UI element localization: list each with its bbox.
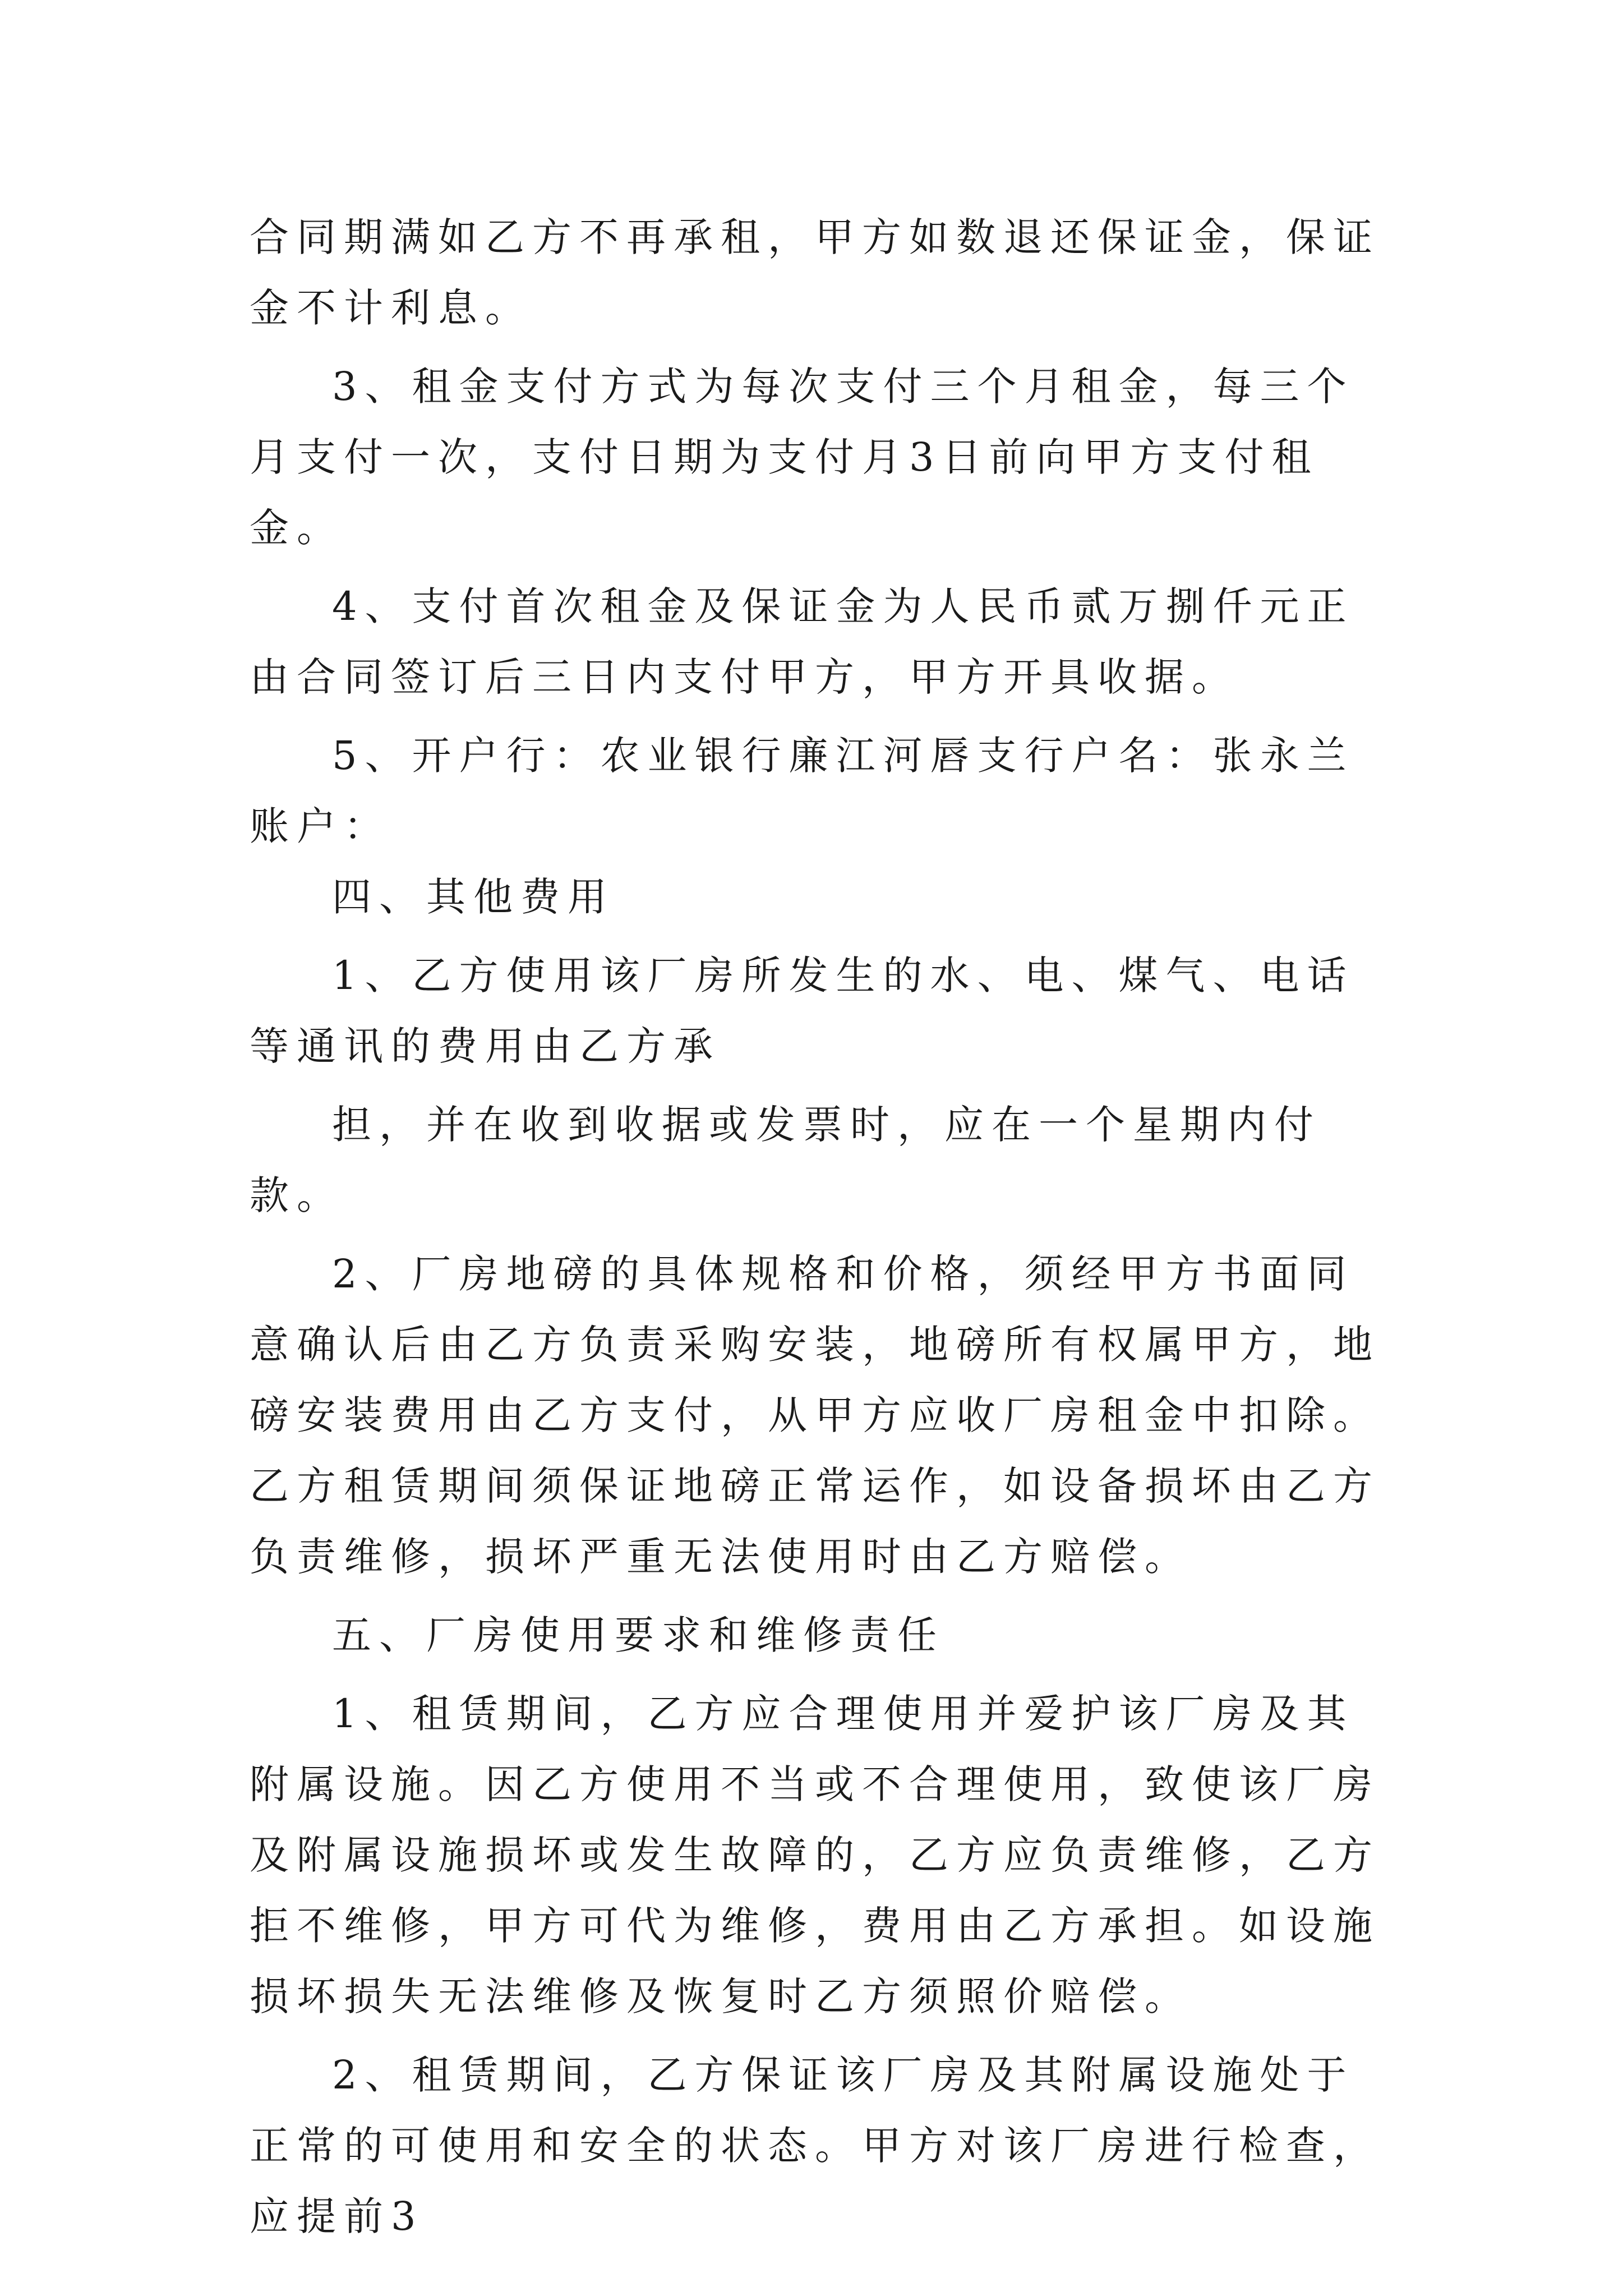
paragraph-payment-deadline: 担，并在收到收据或发票时，应在一个星期内付款。 [250,1102,1321,1218]
section-heading-other-fees: 四、其他费用 [332,874,615,920]
document-body [250,202,1388,2252]
section-heading-usage-maintenance: 五、厂房使用要求和维修责任 [332,1612,944,1658]
paragraph-bank-account: 5、开户行：农业银行廉江河唇支行户名：张永兰账户： [250,733,1354,849]
paragraph-proper-use: 1、租赁期间，乙方应合理使用并爱护该厂房及其附属设施。因乙方使用不当或不合理使用，致使该厂房及附属设施损坏或发生故障的，乙方应负责维修，乙方拒不维修，甲方可代为维修，费用由乙方承担。如设施损坏损失无法维修及恢复时乙方须照价赔偿。 [250,1691,1380,2019]
paragraph-rent-payment-method: 3、租金支付方式为每次支付三个月租金，每三个月支付一次，支付日期为支付月3日前向甲方支付租金。 [250,364,1354,551]
paragraph-safe-condition: 2、租赁期间，乙方保证该厂房及其附属设施处于正常的可使用和安全的状态。甲方对该厂房进行检查，应提前3 [250,2052,1380,2239]
paragraph-utility-fees: 1、乙方使用该厂房所发生的水、电、煤气、电话等通讯的费用由乙方承 [250,953,1354,1069]
paragraph-deposit-refund: 合同期满如乙方不再承租，甲方如数退还保证金，保证金不计利息。 [250,214,1380,331]
paragraph-weighbridge: 2、厂房地磅的具体规格和价格，须经甲方书面同意确认后由乙方负责采购安装，地磅所有权属甲方，地磅安装费用由乙方支付，从甲方应收厂房租金中扣除。乙方租赁期间须保证地磅正常运作，如设备损坏由乙方负责维修，损坏严重无法使用时由乙方赔偿。 [250,1251,1380,1580]
paragraph-first-payment: 4、支付首次租金及保证金为人民币贰万捌仟元正由合同签订后三日内支付甲方，甲方开具收据。 [250,583,1354,700]
